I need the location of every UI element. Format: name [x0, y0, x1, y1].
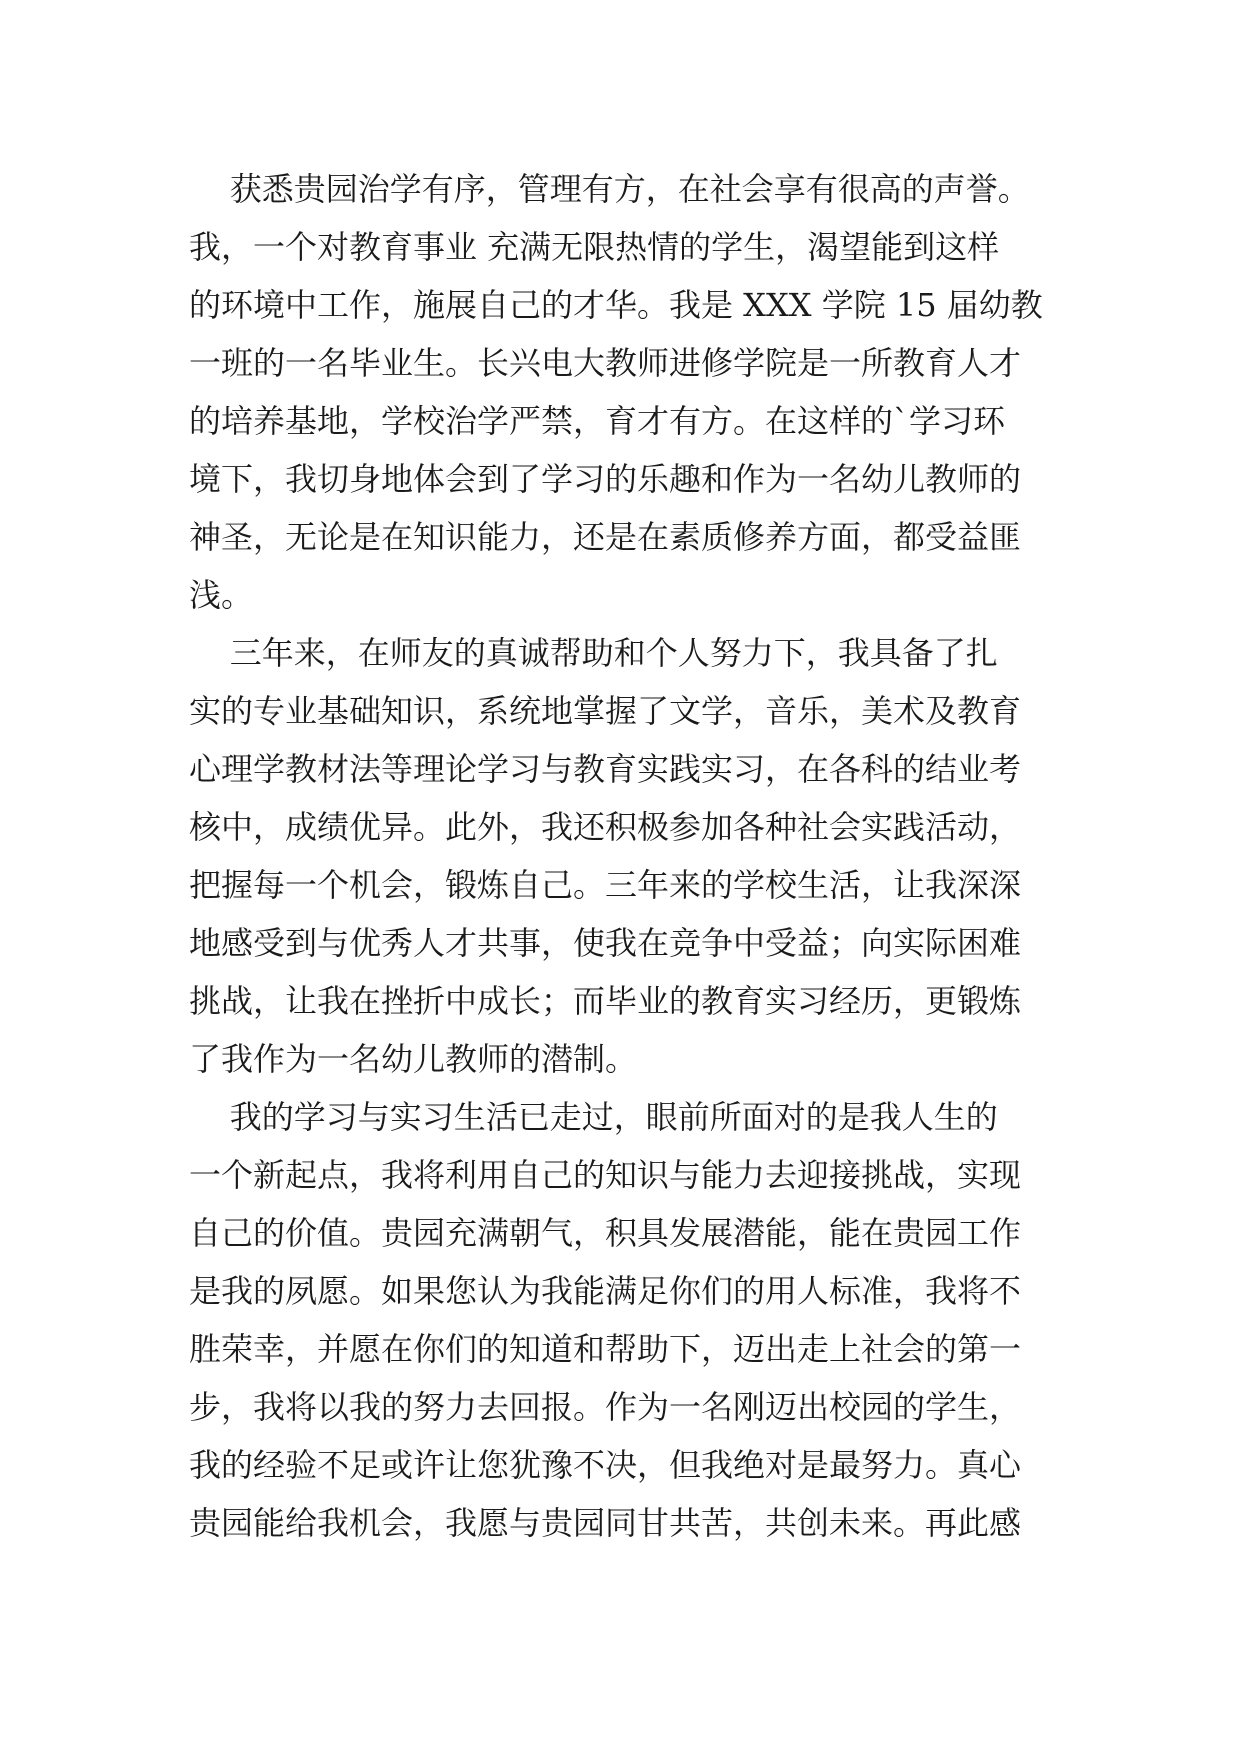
text-line: 三年来，在师友的真诚帮助和个人努力下，我具备了扎	[189, 634, 998, 672]
text-line: 一个新起点，我将利用自己的知识与能力去迎接挑战，实现	[189, 1156, 1022, 1194]
text-line: 获悉贵园治学有序，管理有方，在社会享有很高的声誉。	[189, 170, 1030, 208]
text-line: 心理学教材法等理论学习与教育实践实习，在各科的结业考	[189, 750, 1022, 788]
text-line: 我的经验不足或许让您犹豫不决，但我绝对是最努力。真心	[189, 1446, 1022, 1484]
text-line: 神圣，无论是在知识能力，还是在素质修养方面，都受益匪	[189, 518, 1022, 556]
text-line: 一班的一名毕业生。长兴电大教师进修学院是一所教育人才	[189, 344, 1022, 382]
text-line: 我，一个对教育事业 充满无限热情的学生，渴望能到这样	[189, 228, 1000, 266]
letter-body	[189, 160, 1049, 1552]
text-line: 的环境中工作，施展自己的才华。我是 XXX 学院 15 届幼教	[189, 286, 1043, 324]
text-line: 了我作为一名幼儿教师的潜制。	[189, 1040, 638, 1078]
text-line: 挑战，让我在挫折中成长；而毕业的教育实习经历，更锻炼	[189, 982, 1022, 1020]
text-line: 胜荣幸，并愿在你们的知道和帮助下，迈出走上社会的第一	[189, 1330, 1022, 1368]
text-line: 自己的价值。贵园充满朝气，积具发展潜能，能在贵园工作	[189, 1214, 1022, 1252]
text-line: 浅。	[189, 576, 254, 614]
text-line: 境下，我切身地体会到了学习的乐趣和作为一名幼儿教师的	[189, 460, 1022, 498]
text-line: 实的专业基础知识，系统地掌握了文学，音乐，美术及教育	[189, 692, 1022, 730]
text-line: 核中，成绩优异。此外，我还积极参加各种社会实践活动，	[189, 808, 1022, 846]
text-line: 的培养基地，学校治学严禁，育才有方。在这样的`学习环	[189, 402, 1006, 440]
text-line: 地感受到与优秀人才共事，使我在竞争中受益；向实际困难	[189, 924, 1022, 962]
text-line: 我的学习与实习生活已走过，眼前所面对的是我人生的	[189, 1098, 998, 1136]
text-line: 是我的夙愿。如果您认为我能满足你们的用人标准，我将不	[189, 1272, 1022, 1310]
text-line: 把握每一个机会，锻炼自己。三年来的学校生活，让我深深	[189, 866, 1022, 904]
text-line: 贵园能给我机会，我愿与贵园同甘共苦，共创未来。再此感	[189, 1504, 1022, 1542]
text-line: 步，我将以我的努力去回报。作为一名刚迈出校园的学生，	[189, 1388, 1022, 1426]
